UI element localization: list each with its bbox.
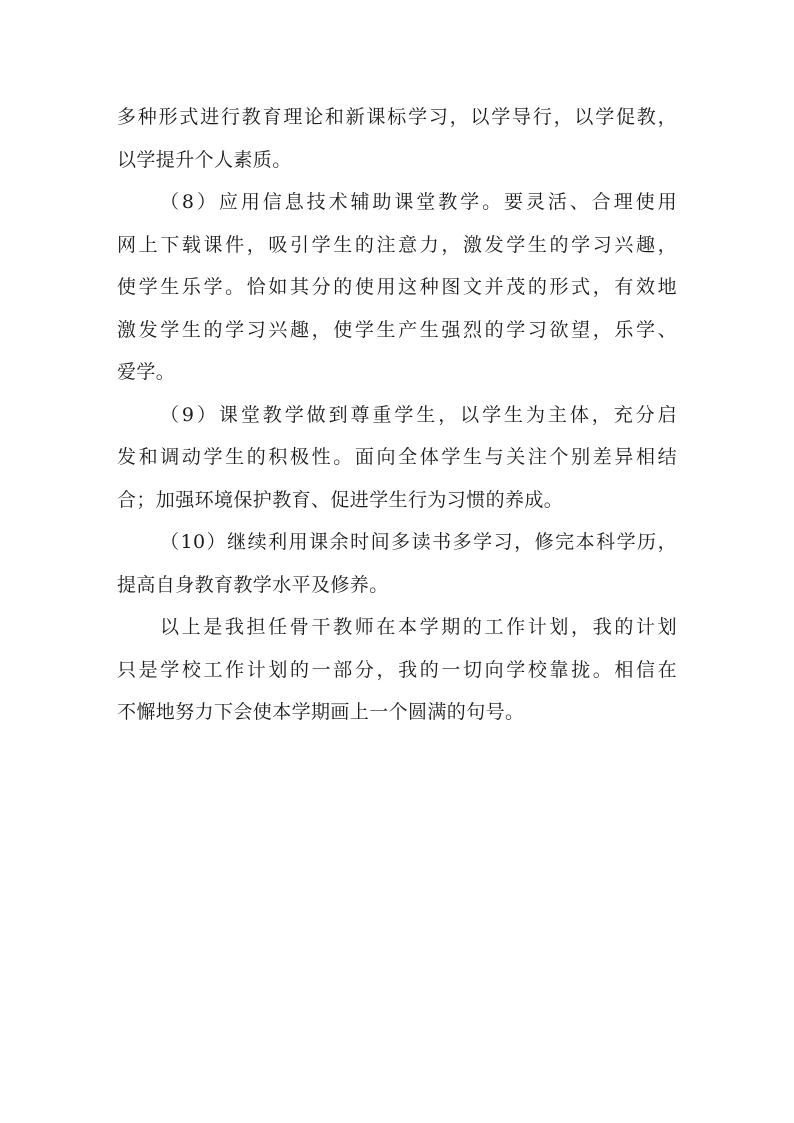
paragraph-line: 合；加强环境保护教育、促进学生行为习惯的养成。 — [117, 489, 564, 511]
paragraph-line: （10）继续利用课余时间多读书多学习，修完本科学历， — [160, 531, 677, 553]
paragraph-line: 使学生乐学。恰如其分的使用这种图文并茂的形式，有效地 — [117, 276, 677, 298]
paragraph-line: （8）应用信息技术辅助课堂教学。要灵活、合理使用 — [160, 191, 677, 213]
paragraph-line: 网上下载课件，吸引学生的注意力，激发学生的学习兴趣， — [117, 234, 677, 256]
paragraph-line: 以学提升个人素质。 — [117, 149, 292, 171]
paragraph-line: 提高自身教育教学水平及修养。 — [117, 574, 389, 596]
paragraph-line: （9）课堂教学做到尊重学生，以学生为主体，充分启 — [160, 404, 677, 426]
paragraph-line: 以上是我担任骨干教师在本学期的工作计划，我的计划 — [160, 616, 677, 638]
paragraph-line: 激发学生的学习兴趣，使学生产生强烈的学习欲望，乐学、 — [117, 319, 677, 341]
paragraph-line: 发和调动学生的积极性。面向全体学生与关注个别差异相结 — [117, 446, 677, 468]
paragraph-line: 爱学。 — [117, 361, 176, 383]
paragraph-line: 多种形式进行教育理论和新课标学习，以学导行，以学促教， — [117, 106, 677, 128]
paragraph-line: 不懈地努力下会使本学期画上一个圆满的句号。 — [117, 701, 525, 723]
paragraph-line: 只是学校工作计划的一部分，我的一切向学校靠拢。相信在 — [117, 659, 677, 681]
